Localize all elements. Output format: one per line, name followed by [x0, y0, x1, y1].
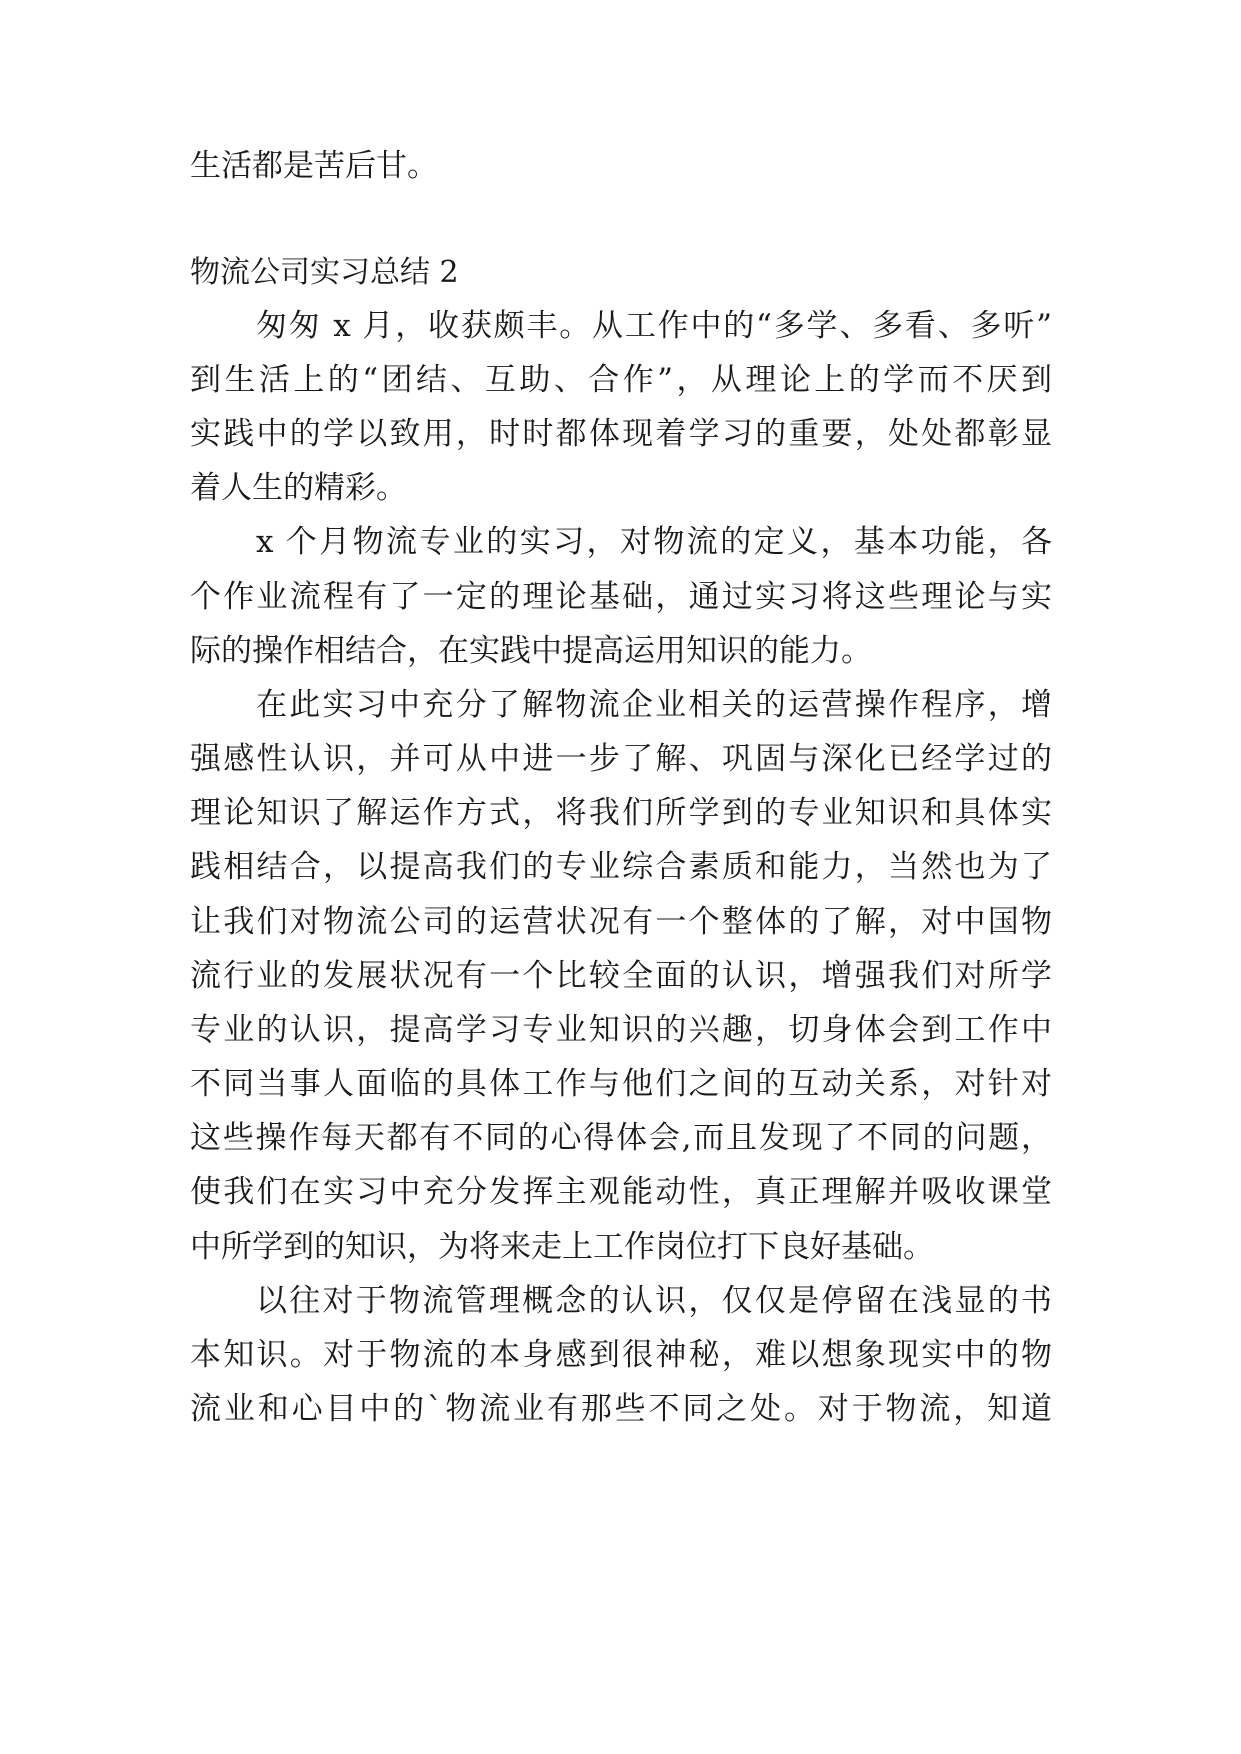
- paragraph-3-line-10: 使我们在实习中充分发挥主观能动性，真正理解并吸收课堂: [190, 1174, 1052, 1210]
- paragraph-3-line-5: 让我们对物流公司的运营状况有一个整体的了解，对中国物: [190, 904, 1052, 940]
- paragraph-4-line-3: 流业和心目中的`物流业有那些不同之处。对于物流，知道: [190, 1391, 1052, 1427]
- paragraph-4-line-2: 本知识。对于物流的本身感到很神秘，难以想象现实中的物: [190, 1337, 1052, 1373]
- section-title: 物流公司实习总结 2: [190, 255, 459, 290]
- paragraph-3-line-1: 在此实习中充分了解物流企业相关的运营操作程序，增: [256, 687, 1052, 723]
- paragraph-1-line-2: 到生活上的“团结、互助、合作”，从理论上的学而不厌到: [190, 362, 1052, 398]
- previous-paragraph-tail: 生活都是苦后甘。: [190, 148, 438, 184]
- paragraph-2-line-3: 际的操作相结合，在实践中提高运用知识的能力。: [190, 633, 872, 669]
- paragraph-3-line-11: 中所学到的知识，为将来走上工作岗位打下良好基础。: [190, 1229, 934, 1265]
- paragraph-3-line-3: 理论知识了解运作方式，将我们所学到的专业知识和具体实: [190, 795, 1052, 831]
- paragraph-1-line-3: 实践中的学以致用，时时都体现着学习的重要，处处都彰显: [190, 416, 1052, 452]
- paragraph-1-line-1: 匆匆 x 月，收获颇丰。从工作中的“多学、多看、多听”: [256, 308, 1052, 344]
- paragraph-2-line-1: x 个月物流专业的实习，对物流的定义，基本功能，各: [256, 524, 1052, 560]
- paragraph-3-line-6: 流行业的发展状况有一个比较全面的认识，增强我们对所学: [190, 958, 1052, 994]
- paragraph-2-line-2: 个作业流程有了一定的理论基础，通过实习将这些理论与实: [190, 579, 1052, 615]
- paragraph-1-line-4: 着人生的精彩。: [190, 470, 407, 506]
- paragraph-3-line-4: 践相结合，以提高我们的专业综合素质和能力，当然也为了: [190, 849, 1052, 885]
- paragraph-3-line-7: 专业的认识，提高学习专业知识的兴趣，切身体会到工作中: [190, 1012, 1052, 1048]
- paragraph-4-line-1: 以往对于物流管理概念的认识，仅仅是停留在浅显的书: [256, 1283, 1052, 1319]
- paragraph-3-line-8: 不同当事人面临的具体工作与他们之间的互动关系，对针对: [190, 1066, 1052, 1102]
- paragraph-3-line-2: 强感性认识，并可从中进一步了解、巩固与深化已经学过的: [190, 741, 1052, 777]
- paragraph-3-line-9: 这些操作每天都有不同的心得体会,而且发现了不同的问题，: [190, 1120, 1052, 1156]
